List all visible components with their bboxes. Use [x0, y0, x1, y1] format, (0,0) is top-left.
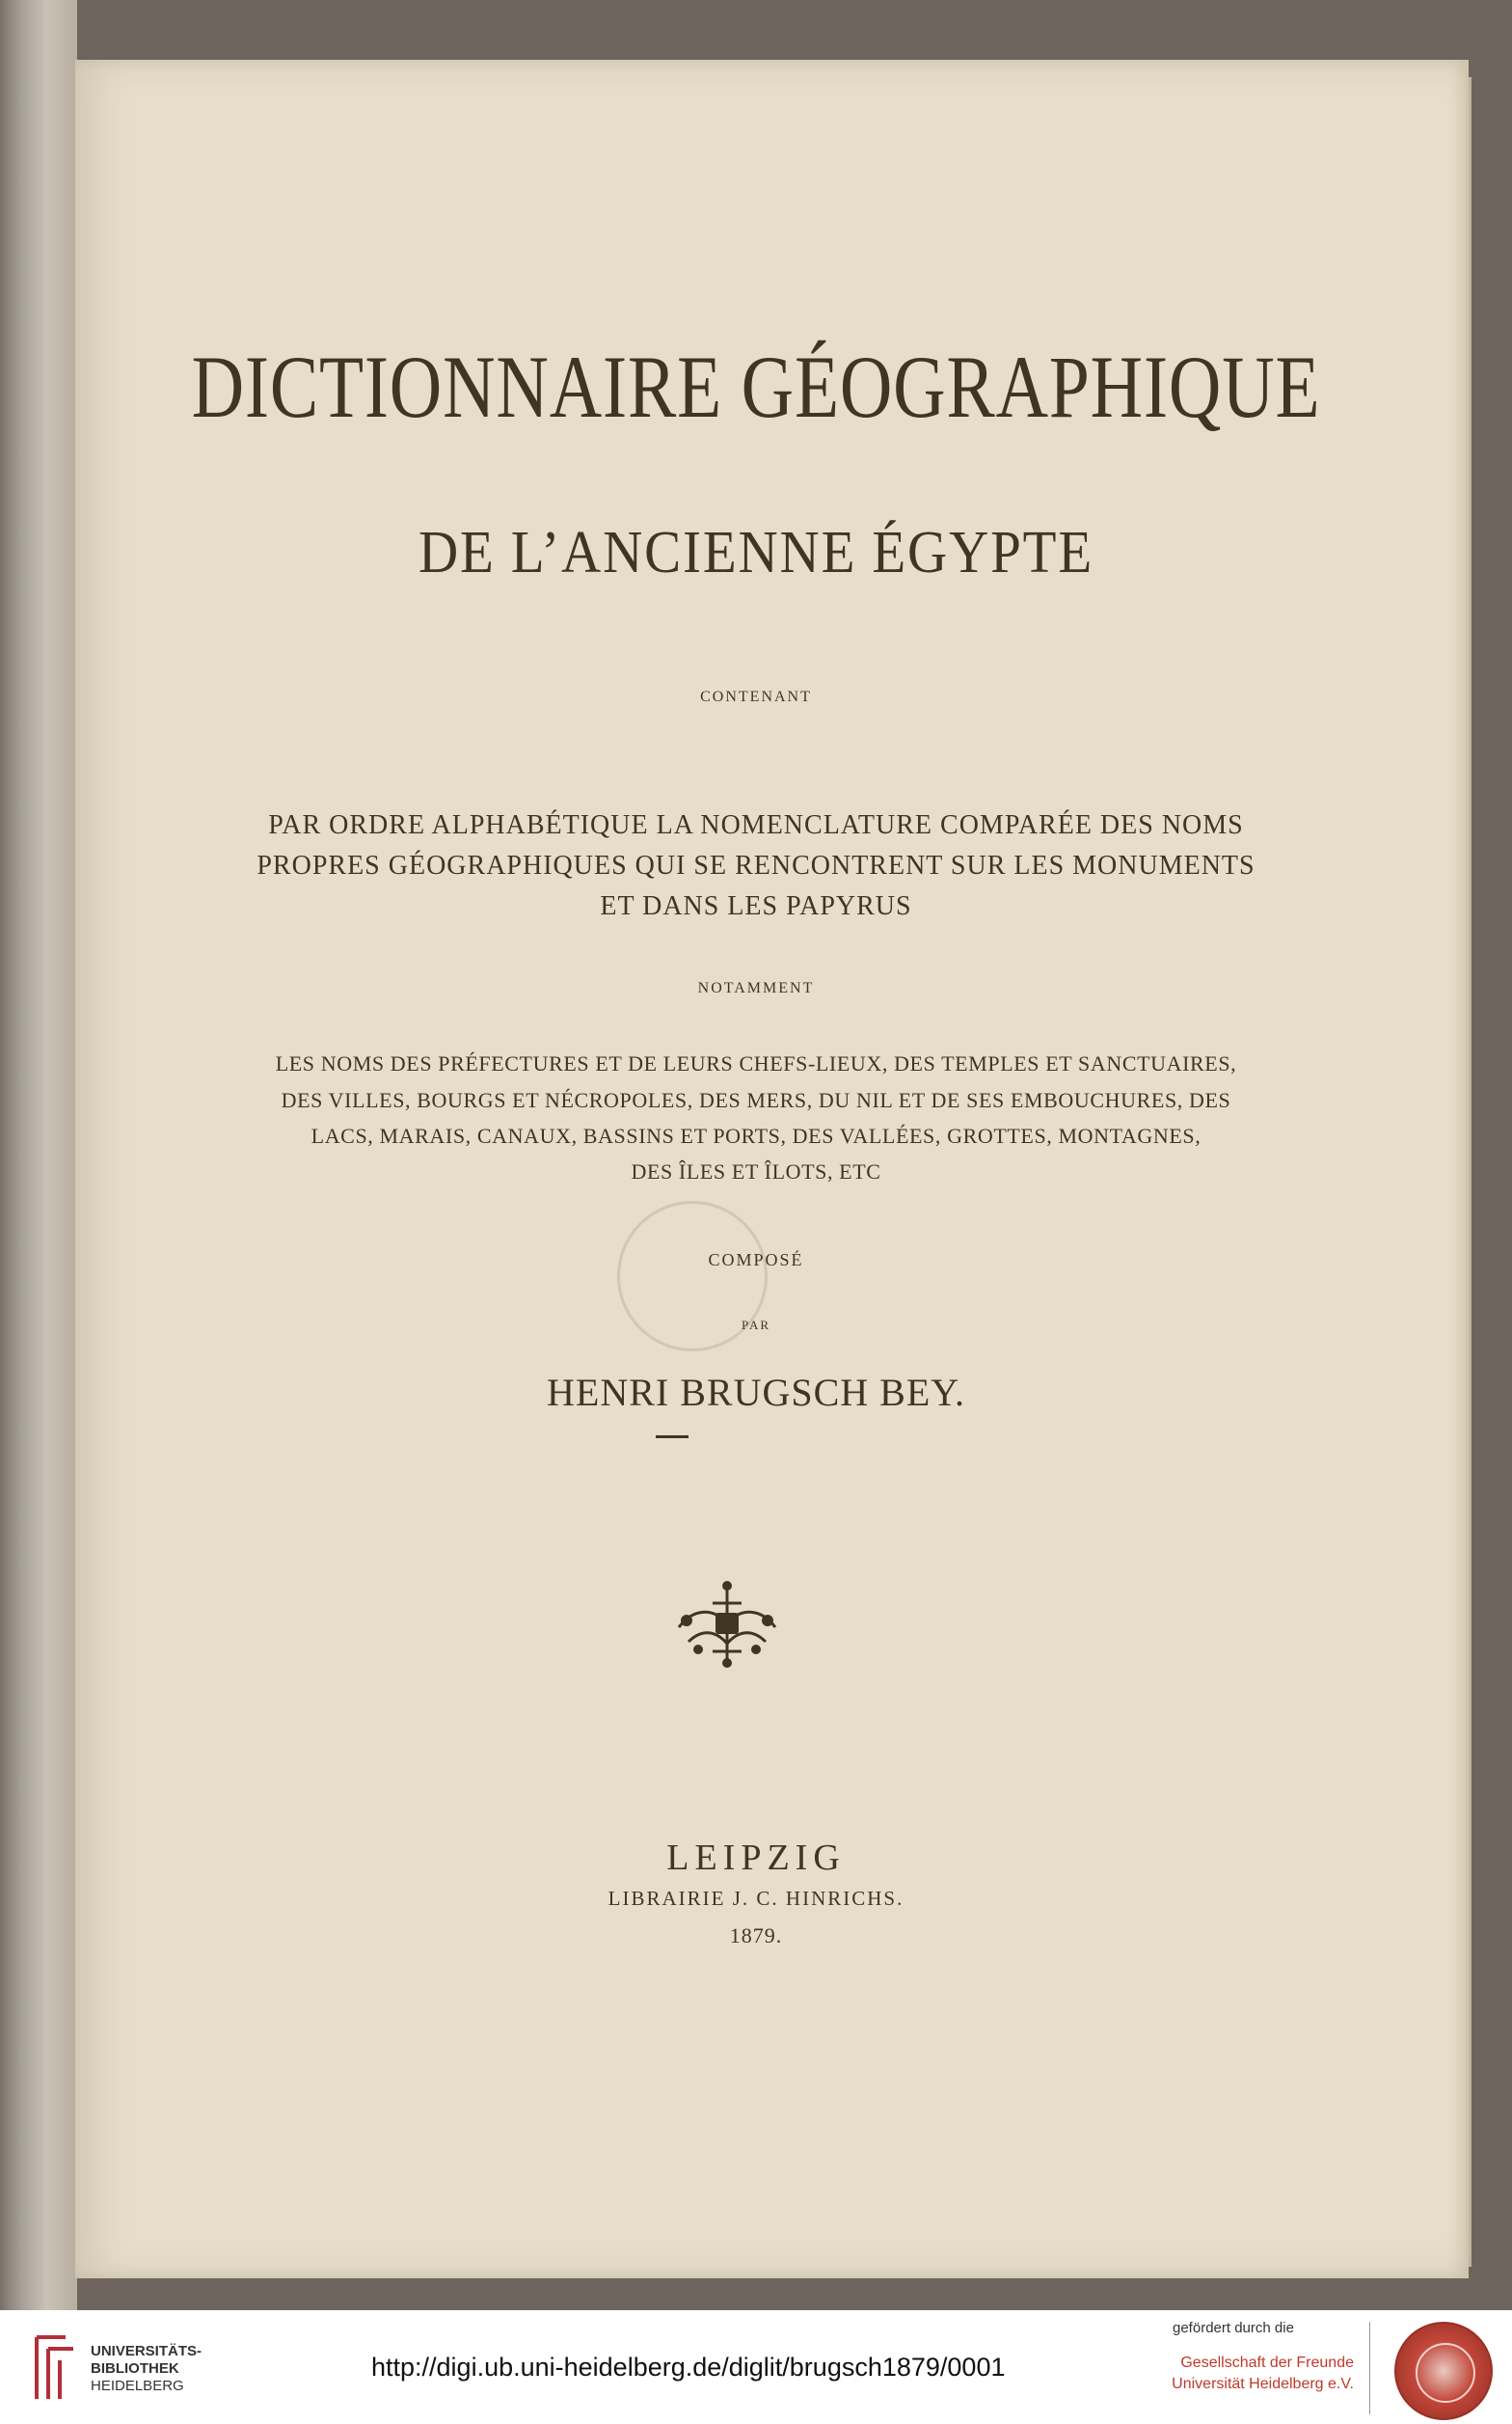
- publication-year: 1879.: [729, 1923, 783, 1947]
- list-line: DES VILLES, BOURGS ET NÉCROPOLES, DES MERS, DU NIL ET DE SES EMBOUCHURES, DES: [281, 1088, 1231, 1112]
- book-spine: [0, 0, 77, 2310]
- book-title: DICTIONNAIRE GÉOGRAPHIQUE: [191, 338, 1321, 436]
- sponsor-name[interactable]: [1172, 2353, 1354, 2395]
- permalink-url[interactable]: http://digi.ub.uni-heidelberg.de/diglit/brugsch1879/0001: [371, 2353, 1006, 2382]
- library-name-line: BIBLIOTHEK: [91, 2360, 179, 2377]
- word-contenant: CONTENANT: [700, 689, 812, 705]
- library-name-line: UNIVERSITÄTS-: [91, 2343, 202, 2359]
- publication-city: LEIPZIG: [666, 1838, 846, 1878]
- publisher-name: LIBRAIRIE J. C. HINRICHS.: [608, 1887, 904, 1910]
- library-name: [91, 2343, 202, 2395]
- book-subtitle: DE L’ANCIENNE ÉGYPTE: [418, 520, 1094, 586]
- footer-divider: [1369, 2322, 1370, 2414]
- word-compose: COMPOSÉ: [708, 1250, 804, 1269]
- university-seal-icon: [1394, 2322, 1493, 2420]
- university-library-logo-icon: [27, 2329, 81, 2407]
- list-line: LES NOMS DES PRÉFECTURES ET DE LEURS CHEFS-LIEUX, DES TEMPLES ET SANCTUAIRES,: [275, 1051, 1237, 1076]
- description-line: PAR ORDRE ALPHABÉTIQUE LA NOMENCLATURE COMPARÉE DES NOMS: [268, 810, 1244, 840]
- word-par: PAR: [741, 1318, 771, 1332]
- list-line: DES ÎLES ET ÎLOTS, ETC: [631, 1159, 881, 1184]
- word-notamment: NOTAMMENT: [697, 980, 815, 996]
- list-line: LACS, MARAIS, CANAUX, BASSINS ET PORTS, DES VALLÉES, GROTTES, MONTAGNES,: [310, 1124, 1202, 1148]
- divider-rule: [656, 1435, 688, 1438]
- footer-bar: [0, 2310, 1512, 2424]
- description-line: ET DANS LES PAPYRUS: [600, 891, 912, 921]
- description-line: PROPRES GÉOGRAPHIQUES QUI SE RENCONTRENT SUR LES MONUMENTS: [256, 851, 1256, 881]
- author-name: HENRI BRUGSCH BEY.: [547, 1371, 965, 1414]
- library-name-line: HEIDELBERG: [91, 2378, 184, 2394]
- publisher-ornament-icon: [669, 1574, 785, 1671]
- sponsor-name-line: Universität Heidelberg e.V.: [1172, 2376, 1354, 2392]
- sponsor-label: gefördert durch die: [1173, 2320, 1294, 2336]
- sponsor-name-line: Gesellschaft der Freunde: [1180, 2355, 1354, 2371]
